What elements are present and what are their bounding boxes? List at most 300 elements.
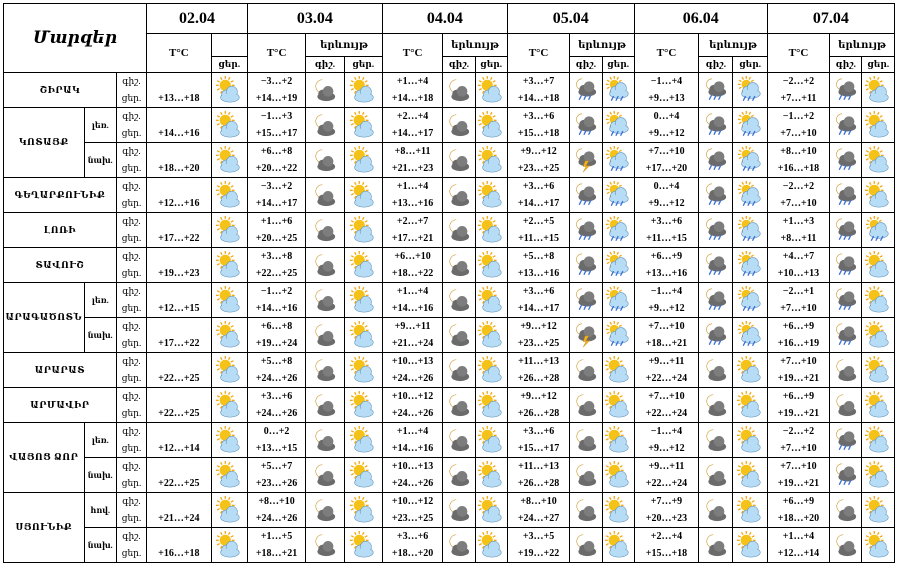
temp-header: T°C — [767, 34, 829, 73]
night-temp: +10…+12 — [391, 391, 434, 402]
weather-icon-cell — [862, 143, 895, 178]
weather-icon-cell — [862, 388, 895, 423]
weather-icon-cell — [344, 318, 382, 353]
temperature-cell — [247, 73, 305, 108]
sun-rain-icon — [603, 251, 634, 279]
weather-icon-cell — [475, 528, 507, 563]
weather-icon-cell — [344, 353, 382, 388]
weather-icon-cell — [344, 213, 382, 248]
day-temp: +13…+16 — [517, 268, 560, 279]
night-temp: +3…+5 — [522, 531, 555, 542]
day-temp: +16…+18 — [777, 163, 820, 174]
weather-icon-cell — [475, 213, 507, 248]
day-subheader: ցեր. — [475, 57, 507, 73]
day-temp: +7…+10 — [780, 128, 817, 139]
weather-icon-cell — [570, 108, 602, 143]
weather-header: երևույթ — [570, 34, 634, 57]
day-label: ցեր. — [121, 198, 142, 208]
sun-cloud-icon — [345, 356, 382, 384]
weather-icon-cell — [862, 73, 895, 108]
night-temp: −2…+1 — [782, 286, 815, 297]
day-temp: +9…+12 — [648, 443, 685, 454]
temperature-cell — [247, 318, 305, 353]
weather-icon-cell — [211, 388, 247, 423]
day-temp: +18…+22 — [391, 268, 434, 279]
moon-cloud-icon — [306, 216, 343, 244]
sun-cloud-icon — [862, 251, 894, 279]
night-temp: +1…+6 — [260, 216, 293, 227]
temperature-cell — [382, 458, 442, 493]
sun-rain-icon — [733, 216, 766, 244]
day-temp: +23…+26 — [255, 478, 298, 489]
temp-header: T°C — [147, 34, 211, 73]
moon-rain-icon — [830, 461, 861, 489]
sun-cloud-icon — [212, 146, 247, 174]
forecast-table — [3, 3, 895, 563]
night-temp: +8…+10 — [520, 496, 557, 507]
region-name: ԿՈՏԱՅՔ — [4, 108, 85, 178]
day-temp: +14…+19 — [255, 93, 298, 104]
weather-icon-cell — [570, 178, 602, 213]
day-temp: +24…+26 — [255, 408, 298, 419]
weather-icon-cell — [699, 73, 733, 108]
weather-icon-cell — [211, 108, 247, 143]
sun-cloud-icon — [345, 181, 382, 209]
moon-rain-icon — [699, 76, 732, 104]
temperature-cell — [382, 248, 442, 283]
night-label: գիշ. — [122, 356, 141, 366]
weather-icon-cell — [344, 108, 382, 143]
sun-cloud-icon — [476, 321, 507, 349]
weather-icon-cell — [602, 318, 634, 353]
moon-rain-icon — [830, 426, 861, 454]
day-temp: +22…+25 — [158, 408, 200, 419]
table-row — [4, 283, 895, 318]
region-name: ՍՅՈՒՆԻՔ — [4, 493, 85, 563]
weather-icon-cell — [344, 458, 382, 493]
moon-cloud-icon — [699, 531, 732, 559]
weather-icon-cell — [733, 493, 767, 528]
temperature-cell — [634, 108, 698, 143]
day-label: ցեր. — [121, 338, 142, 348]
moon-rain-icon — [699, 251, 732, 279]
table-row — [4, 353, 895, 388]
moon-cloud-icon — [443, 76, 474, 104]
moon-cloud-icon — [443, 356, 474, 384]
temperature-cell — [767, 73, 829, 108]
night-temp: +7…+10 — [780, 461, 817, 472]
weather-icon-cell — [862, 178, 895, 213]
day-temp: +19…+22 — [517, 548, 560, 559]
weather-icon-cell — [862, 283, 895, 318]
moon-cloud-icon — [443, 531, 474, 559]
moon-cloud-icon — [306, 426, 343, 454]
weather-icon-cell — [602, 108, 634, 143]
moon-rain-icon — [830, 286, 861, 314]
night-temp: +3…+8 — [260, 251, 293, 262]
weather-icon-cell — [602, 493, 634, 528]
sun-cloud-icon — [862, 286, 894, 314]
night-temp: −2…+2 — [782, 426, 815, 437]
sun-cloud-icon — [476, 216, 507, 244]
night-temp: −1…+4 — [650, 286, 683, 297]
weather-icon-cell — [211, 458, 247, 493]
day-temp: +11…+15 — [646, 233, 687, 244]
weather-icon-cell — [344, 248, 382, 283]
sun-rain-icon — [733, 251, 766, 279]
night-temp: +6…+10 — [394, 251, 431, 262]
sun-cloud-icon — [603, 426, 634, 454]
sun-rain-icon — [603, 146, 634, 174]
temperature-cell — [147, 283, 211, 318]
moon-cloud-icon — [570, 391, 601, 419]
weather-icon-cell — [344, 493, 382, 528]
moon-cloud-icon — [443, 216, 474, 244]
day-temp: +24…+26 — [255, 513, 298, 524]
region-name: ՎԱՅՈՑ ՁՈՐ — [4, 423, 85, 493]
sun-rain-icon — [733, 286, 766, 314]
temperature-cell — [382, 388, 442, 423]
weather-icon-cell — [733, 143, 767, 178]
night-label: գիշ. — [122, 216, 141, 226]
moon-cloud-icon — [830, 391, 861, 419]
table-row — [4, 458, 895, 493]
night-temp: +7…+10 — [648, 391, 685, 402]
sun-cloud-icon — [862, 496, 894, 524]
sun-rain-icon — [733, 181, 766, 209]
sun-cloud-icon — [212, 356, 247, 384]
night-temp: +1…+4 — [396, 286, 429, 297]
day-temp: +19…+21 — [777, 408, 820, 419]
night-label: գիշ. — [122, 251, 141, 261]
day-temp: +18…+21 — [645, 338, 688, 349]
weather-icon-cell — [699, 178, 733, 213]
temperature-cell — [634, 178, 698, 213]
day-label: ցեր. — [121, 303, 142, 313]
night-temp: 0…+4 — [653, 111, 680, 122]
night-temp: +6…+8 — [260, 146, 293, 157]
sun-cloud-icon — [476, 286, 507, 314]
night-label: գիշ. — [122, 286, 141, 296]
weather-icon-cell — [699, 353, 733, 388]
sun-rain-icon — [603, 321, 634, 349]
day-temp: +8…+11 — [780, 233, 817, 244]
night-temp: +7…+9 — [650, 496, 683, 507]
weather-header-blank — [211, 34, 247, 57]
date-header: 07.04 — [767, 4, 894, 34]
night-label: գիշ. — [122, 76, 141, 86]
sun-cloud-icon — [476, 391, 507, 419]
area-type: հով. — [84, 493, 116, 528]
night-temp: +1…+3 — [782, 216, 815, 227]
sun-cloud-icon — [212, 496, 247, 524]
temperature-cell — [382, 143, 442, 178]
weather-icon-cell — [602, 283, 634, 318]
sun-cloud-icon — [212, 286, 247, 314]
sun-cloud-icon — [862, 531, 894, 559]
temperature-cell — [634, 248, 698, 283]
area-type: նախ. — [84, 318, 116, 353]
temperature-cell — [247, 388, 305, 423]
temperature-cell — [634, 528, 698, 563]
temperature-cell — [147, 73, 211, 108]
temperature-cell — [767, 178, 829, 213]
weather-icon-cell — [699, 283, 733, 318]
sun-cloud-icon — [345, 146, 382, 174]
day-temp: +18…+21 — [255, 548, 298, 559]
time-labels — [116, 143, 146, 178]
sun-cloud-icon — [603, 461, 634, 489]
day-temp: +17…+20 — [645, 163, 688, 174]
moon-cloud-icon — [699, 391, 732, 419]
night-subheader: գիշ. — [699, 57, 733, 73]
weather-icon-cell — [699, 213, 733, 248]
sun-cloud-icon — [212, 181, 247, 209]
moon-rain-icon — [830, 181, 861, 209]
temperature-cell — [247, 493, 305, 528]
sun-cloud-icon — [212, 216, 247, 244]
weather-icon-cell — [570, 318, 602, 353]
sun-cloud-icon — [603, 391, 634, 419]
night-temp: +8…+10 — [258, 496, 295, 507]
temperature-cell — [247, 178, 305, 213]
sun-cloud-icon — [476, 496, 507, 524]
date-header: 06.04 — [634, 4, 767, 34]
night-temp: +9…+11 — [648, 461, 685, 472]
sun-cloud-icon — [733, 531, 766, 559]
weather-icon-cell — [830, 143, 862, 178]
weather-icon-cell — [344, 178, 382, 213]
temperature-cell — [247, 143, 305, 178]
moon-cloud-icon — [699, 496, 732, 524]
table-row — [4, 248, 895, 283]
weather-icon-cell — [306, 388, 344, 423]
night-temp — [147, 458, 210, 475]
night-temp: +1…+5 — [260, 531, 293, 542]
night-temp: +6…+9 — [782, 496, 815, 507]
day-temp: +26…+28 — [517, 478, 560, 489]
night-temp: +7…+10 — [648, 321, 685, 332]
weather-icon-cell — [475, 108, 507, 143]
sun-rain-icon — [733, 111, 766, 139]
temperature-cell — [147, 178, 211, 213]
temperature-cell — [767, 423, 829, 458]
moon-rain-icon — [699, 181, 732, 209]
weather-icon-cell — [211, 353, 247, 388]
night-temp: +10…+13 — [391, 356, 434, 367]
weather-icon-cell — [475, 423, 507, 458]
weather-icon-cell — [602, 143, 634, 178]
night-temp: +3…+6 — [522, 111, 555, 122]
night-label: գիշ. — [122, 391, 141, 401]
weather-icon-cell — [211, 528, 247, 563]
temperature-cell — [507, 108, 569, 143]
sun-rain-icon — [603, 286, 634, 314]
weather-icon-cell — [830, 178, 862, 213]
night-temp: +3…+7 — [522, 76, 555, 87]
day-temp: +12…+16 — [158, 198, 200, 209]
night-temp — [147, 318, 210, 335]
temperature-cell — [147, 458, 211, 493]
sun-cloud-icon — [345, 426, 382, 454]
night-temp — [147, 283, 210, 300]
weather-icon-cell — [733, 458, 767, 493]
day-label: ցեր. — [121, 93, 142, 103]
temperature-cell — [634, 318, 698, 353]
weather-icon-cell — [475, 178, 507, 213]
sun-cloud-icon — [862, 391, 894, 419]
weather-icon-cell — [344, 528, 382, 563]
sun-rain-icon — [603, 181, 634, 209]
moon-cloud-icon — [570, 356, 601, 384]
weather-icon-cell — [830, 493, 862, 528]
temperature-cell — [147, 318, 211, 353]
day-subheader: ցեր. — [211, 57, 247, 73]
day-temp: +14…+18 — [391, 93, 434, 104]
day-temp: +23…+25 — [517, 338, 560, 349]
night-temp: +9…+11 — [394, 321, 431, 332]
weather-icon-cell — [306, 213, 344, 248]
night-temp: +2…+4 — [396, 111, 429, 122]
weather-icon-cell — [602, 73, 634, 108]
day-temp: +15…+18 — [645, 548, 688, 559]
weather-icon-cell — [344, 423, 382, 458]
sun-rain-icon — [733, 76, 766, 104]
night-temp: −1…+2 — [782, 111, 815, 122]
sun-cloud-icon — [862, 146, 894, 174]
weather-icon-cell — [699, 458, 733, 493]
night-temp — [147, 248, 210, 265]
weather-header: երևույթ — [306, 34, 383, 57]
day-temp: +14…+16 — [391, 303, 434, 314]
weather-icon-cell — [830, 213, 862, 248]
weather-icon-cell — [475, 353, 507, 388]
weather-icon-cell — [443, 353, 475, 388]
night-temp — [147, 213, 210, 230]
sun-cloud-icon — [212, 426, 247, 454]
weather-icon-cell — [443, 283, 475, 318]
temperature-cell — [382, 423, 442, 458]
moon-cloud-icon — [570, 531, 601, 559]
moon-rain-icon — [570, 181, 601, 209]
temperature-cell — [507, 388, 569, 423]
day-temp: +20…+25 — [255, 233, 298, 244]
weather-icon-cell — [211, 143, 247, 178]
day-temp: +12…+14 — [777, 548, 820, 559]
day-temp: +14…+17 — [255, 198, 298, 209]
temperature-cell — [247, 213, 305, 248]
time-labels — [116, 528, 146, 563]
night-temp: +2…+7 — [396, 216, 429, 227]
night-label: գիշ. — [122, 181, 141, 191]
table-row — [4, 73, 895, 108]
temperature-cell — [382, 73, 442, 108]
sun-cloud-icon — [603, 496, 634, 524]
day-temp: +21…+24 — [158, 513, 200, 524]
temp-header: T°C — [382, 34, 442, 73]
temperature-cell — [507, 73, 569, 108]
table-row — [4, 178, 895, 213]
day-subheader: ցեր. — [733, 57, 767, 73]
temperature-cell — [382, 213, 442, 248]
moon-cloud-icon — [306, 146, 343, 174]
table-row — [4, 423, 895, 458]
night-temp: +3…+6 — [260, 391, 293, 402]
moon-rain-icon — [570, 76, 601, 104]
moon-cloud-icon — [699, 356, 732, 384]
area-type: նախ. — [84, 143, 116, 178]
weather-icon-cell — [862, 318, 895, 353]
temperature-cell — [147, 213, 211, 248]
sun-rain-icon — [733, 146, 766, 174]
sun-cloud-icon — [212, 251, 247, 279]
weather-icon-cell — [443, 388, 475, 423]
day-temp: +7…+10 — [780, 443, 817, 454]
night-temp: −1…+2 — [260, 286, 293, 297]
time-labels — [116, 73, 146, 108]
temperature-cell — [767, 318, 829, 353]
night-temp — [147, 528, 210, 545]
weather-icon-cell — [699, 248, 733, 283]
moon-cloud-icon — [306, 531, 343, 559]
temperature-cell — [507, 178, 569, 213]
night-temp: −2…+2 — [782, 181, 815, 192]
temperature-cell — [507, 528, 569, 563]
night-temp: +11…+13 — [518, 461, 559, 472]
night-temp: +5…+8 — [260, 356, 293, 367]
weather-icon-cell — [570, 353, 602, 388]
weather-icon-cell — [699, 528, 733, 563]
moon-cloud-icon — [570, 496, 601, 524]
night-temp: +9…+12 — [520, 146, 557, 157]
temperature-cell — [247, 423, 305, 458]
temperature-cell — [382, 528, 442, 563]
time-labels — [116, 388, 146, 423]
day-temp: +14…+16 — [158, 128, 200, 139]
weather-icon-cell — [306, 353, 344, 388]
night-subheader: գիշ. — [306, 57, 344, 73]
temperature-cell — [507, 423, 569, 458]
temperature-cell — [507, 353, 569, 388]
temperature-cell — [507, 143, 569, 178]
day-temp: +19…+21 — [777, 478, 820, 489]
time-labels — [116, 248, 146, 283]
day-label: ցեր. — [121, 233, 142, 243]
weather-icon-cell — [211, 178, 247, 213]
night-temp: +7…+10 — [780, 356, 817, 367]
moon-rain-icon — [699, 321, 732, 349]
moon-rain-icon — [699, 146, 732, 174]
day-subheader: ցեր. — [862, 57, 895, 73]
weather-icon-cell — [211, 423, 247, 458]
day-temp: +12…+15 — [158, 303, 200, 314]
sun-cloud-icon — [212, 76, 247, 104]
temperature-cell — [767, 458, 829, 493]
temperature-cell — [767, 283, 829, 318]
weather-icon-cell — [602, 248, 634, 283]
night-temp: +3…+6 — [522, 426, 555, 437]
sun-cloud-icon — [212, 391, 247, 419]
table-row — [4, 388, 895, 423]
day-temp: +11…+15 — [518, 233, 559, 244]
weather-icon-cell — [306, 73, 344, 108]
temperature-cell — [634, 283, 698, 318]
day-temp: +9…+12 — [648, 128, 685, 139]
temperature-cell — [382, 318, 442, 353]
temp-header: T°C — [507, 34, 569, 73]
temperature-cell — [247, 248, 305, 283]
night-temp: −2…+2 — [782, 76, 815, 87]
